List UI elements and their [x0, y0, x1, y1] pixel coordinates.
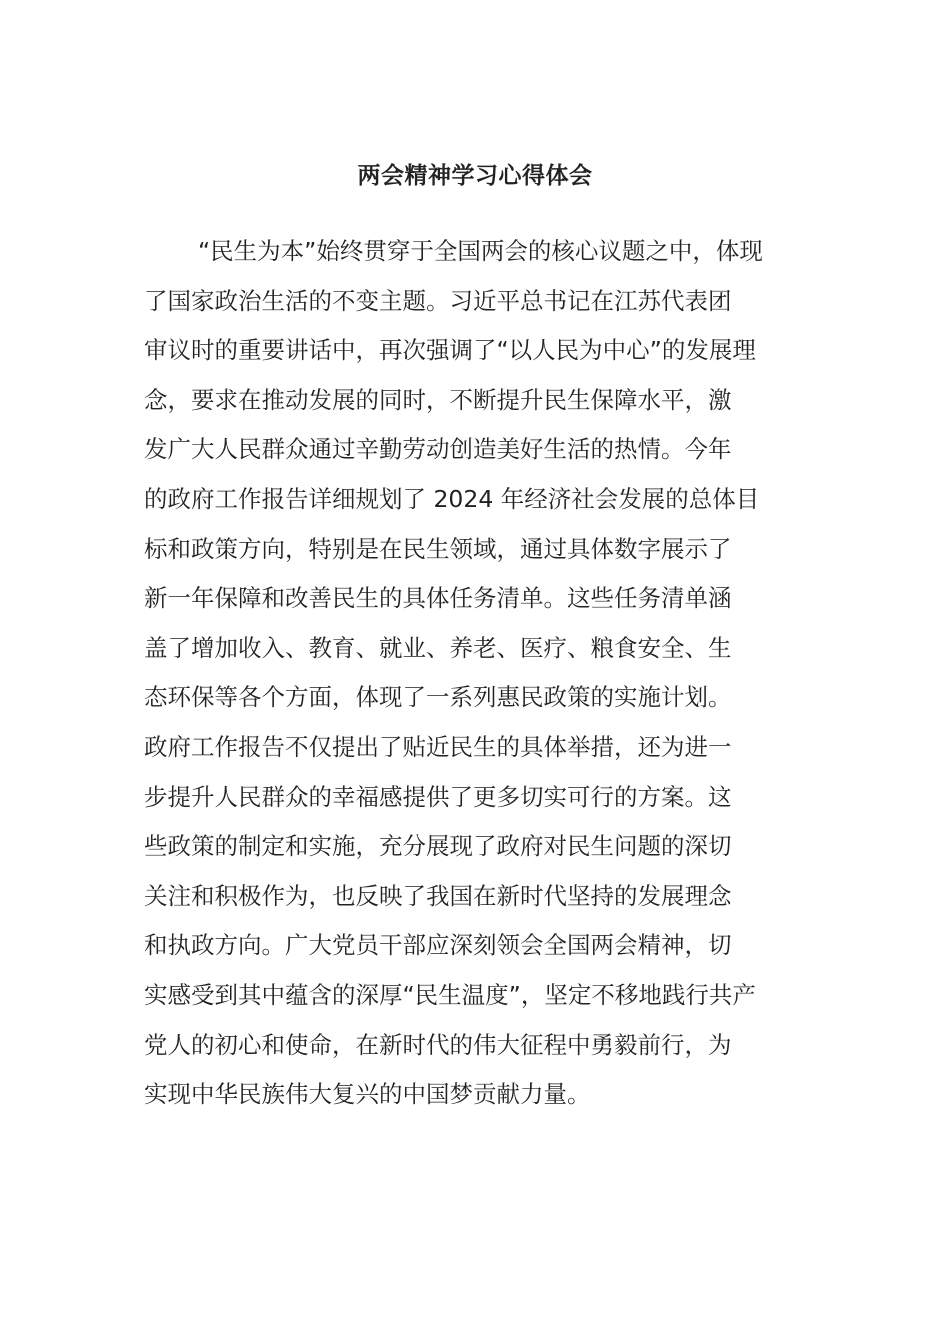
body-line: 关注和积极作为，也反映了我国在新时代坚持的发展理念	[144, 881, 732, 910]
body-line: 党人的初心和使命，在新时代的伟大征程中勇毅前行，为	[144, 1030, 732, 1059]
body-line: “民生为本”始终贯穿于全国两会的核心议题之中，体现	[198, 237, 763, 265]
body-line: 念，要求在推动发展的同时，不断提升民生保障水平，激	[144, 385, 732, 414]
body-line: 发广大人民群众通过辛勤劳动创造美好生活的热情。今年	[144, 435, 732, 464]
body-line: 政府工作报告不仅提出了贴近民生的具体举措，还为进一	[144, 732, 732, 761]
body-line: 新一年保障和改善民生的具体任务清单。这些任务清单涵	[144, 584, 732, 613]
body-line: 和执政方向。广大党员干部应深刻领会全国两会精神，切	[144, 931, 732, 960]
body-line: 些政策的制定和实施，充分展现了政府对民生问题的深切	[144, 832, 732, 861]
document-title: 两会精神学习心得体会	[357, 163, 593, 189]
body-line: 步提升人民群众的幸福感提供了更多切实可行的方案。这	[144, 782, 732, 811]
body-line: 了国家政治生活的不变主题。习近平总书记在江苏代表团	[144, 286, 732, 315]
body-line: 的政府工作报告详细规划了 2024 年经济社会发展的总体目	[144, 484, 760, 513]
body-line: 盖了增加收入、教育、就业、养老、医疗、粮食安全、生	[144, 633, 732, 662]
body-line: 实感受到其中蕴含的深厚“民生温度”，坚定不移地践行共产	[144, 980, 756, 1009]
body-line: 实现中华民族伟大复兴的中国梦贡献力量。	[144, 1080, 591, 1109]
body-line: 态环保等各个方面，体现了一系列惠民政策的实施计划。	[144, 683, 732, 712]
body-line: 审议时的重要讲话中，再次强调了“以人民为中心”的发展理	[144, 336, 756, 365]
document-body	[144, 231, 809, 1124]
body-line: 标和政策方向，特别是在民生领域，通过具体数字展示了	[144, 534, 732, 563]
